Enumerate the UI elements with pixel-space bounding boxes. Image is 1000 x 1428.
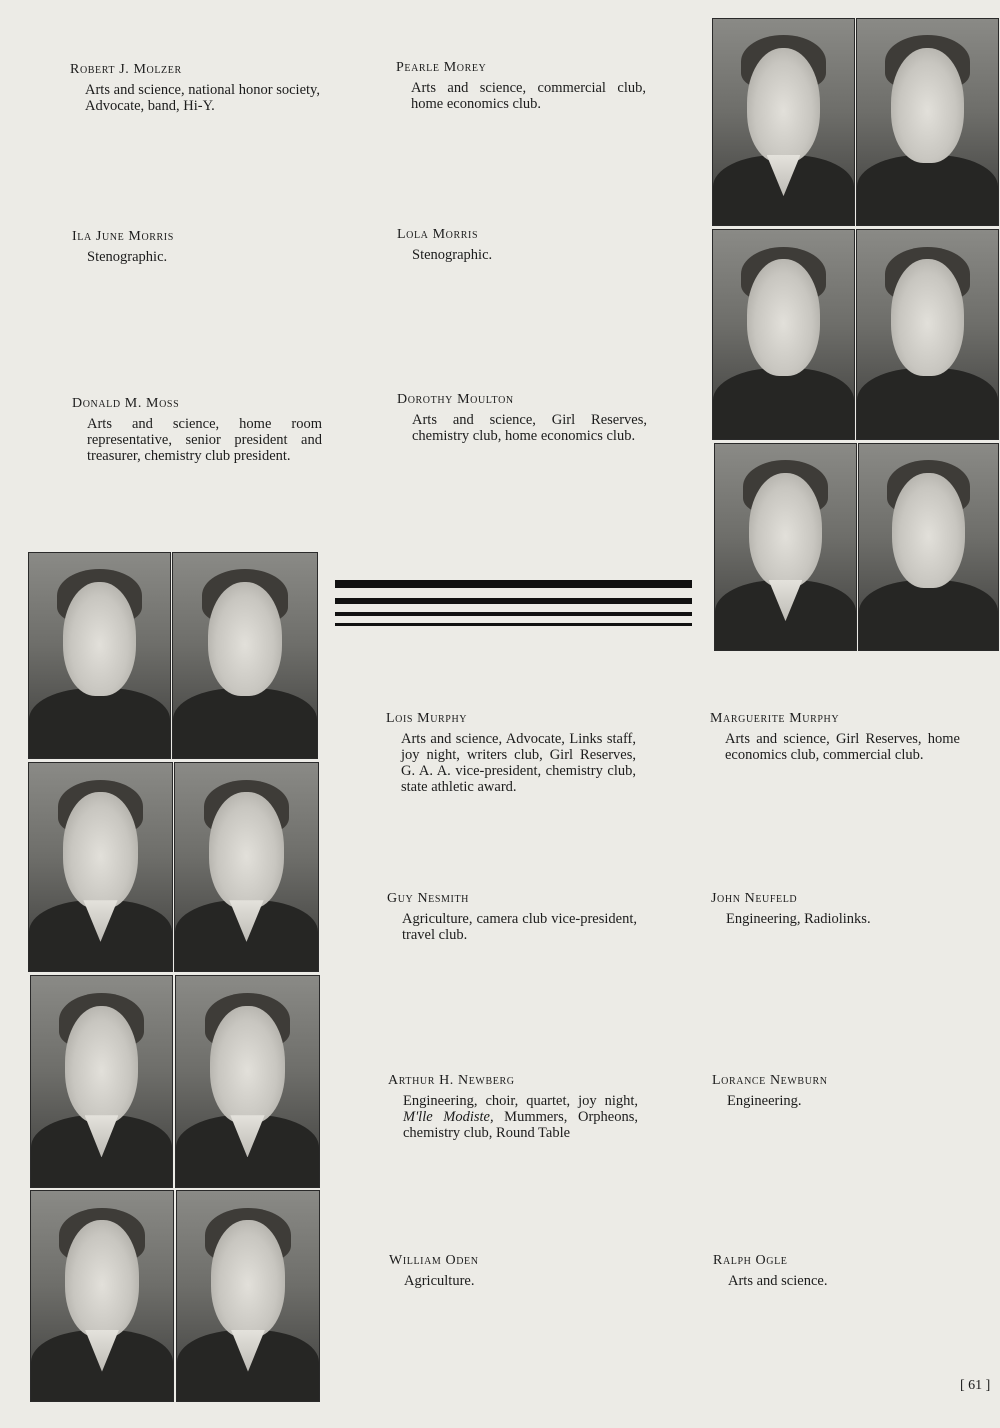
entry-lola-morris [397,227,647,263]
activities-text: Mummers, Orpheons, chemistry club, Round Table [403,1109,638,1141]
entry-lois-murphy [386,711,636,795]
activities-text: Engineering, choir, quartet, joy night, [403,1093,638,1109]
student-activities: Arts and science, Girl Reserves, home economics club, commercial club. [725,731,960,763]
portrait-marguerite-murphy [172,552,318,759]
student-activities: Engineering, Radiolinks. [726,911,871,927]
student-name: Ila June Morris [72,229,174,244]
student-activities: Arts and science, national honor society, Advocate, band, Hi-Y. [85,82,320,114]
student-name: Lola Morris [397,227,479,242]
divider-rule [335,598,692,604]
student-activities: Arts and science. [728,1273,828,1289]
student-name: Guy Nesmith [387,891,469,906]
student-name: Lois Murphy [386,711,468,726]
student-activities: Stenographic. [412,247,493,263]
portrait-dorothy-moulton [858,443,999,651]
portrait-lorance-newburn [175,975,320,1188]
student-activities: Stenographic. [87,249,168,265]
student-name: Lorance Newburn [712,1073,828,1088]
portrait-robert-molzer [712,18,855,226]
page-number: [ 61 ] [960,1378,991,1393]
entry-john-neufeld [711,891,961,927]
entry-lorance-newburn [712,1073,962,1109]
entry-dorothy-moulton [397,392,647,444]
portrait-guy-nesmith [28,762,173,972]
student-name: Marguerite Murphy [710,711,840,726]
portrait-ralph-ogle [176,1190,320,1402]
student-name: Ralph Ogle [713,1253,788,1268]
divider-rule [335,580,692,588]
divider-rule [335,612,692,616]
entry-marguerite-murphy [710,711,960,763]
entry-robert-molzer [70,62,320,114]
portrait-lois-murphy [28,552,171,759]
portrait-ila-june-morris [712,229,855,440]
activities-italic-title: M'lle Modiste, [403,1109,494,1125]
student-name: John Neufeld [711,891,798,906]
entry-ralph-ogle [713,1253,963,1289]
entry-guy-nesmith [387,891,637,943]
entry-ila-june-morris [72,229,322,265]
portrait-lola-morris [856,229,999,440]
student-name: Dorothy Moulton [397,392,514,407]
student-name: Pearle Morey [396,60,487,75]
portrait-arthur-newberg [30,975,173,1188]
divider-rule [335,623,692,626]
portrait-john-neufeld [174,762,319,972]
portrait-william-oden [30,1190,174,1402]
student-name: Robert J. Molzer [70,62,182,77]
student-activities: Arts and science, Girl Reserves, chemistry club, home economics club. [412,412,647,444]
student-activities: Arts and science, commercial club, home economics club. [411,80,646,112]
student-activities: Agriculture, camera club vice-president, travel club. [402,911,637,943]
entry-arthur-newberg [388,1073,638,1141]
student-activities: Arts and science, Advocate, Links staff, joy night, writers club, Girl Reserves, G. A. A. vice-president, chemistry club, state athletic award. [401,731,636,795]
student-name: Arthur H. Newberg [388,1073,515,1088]
entry-donald-moss [72,396,322,464]
portrait-pearle-morey [856,18,999,226]
student-activities: Arts and science, home room representative, senior president and treasurer, chemistry club president. [87,416,322,464]
student-name: Donald M. Moss [72,396,180,411]
student-activities [403,1093,638,1141]
entry-pearle-morey [396,60,646,112]
student-name: William Oden [389,1253,479,1268]
portrait-donald-moss [714,443,857,651]
student-activities: Engineering. [727,1093,802,1109]
student-activities: Agriculture. [404,1273,475,1289]
entry-william-oden [389,1253,639,1289]
